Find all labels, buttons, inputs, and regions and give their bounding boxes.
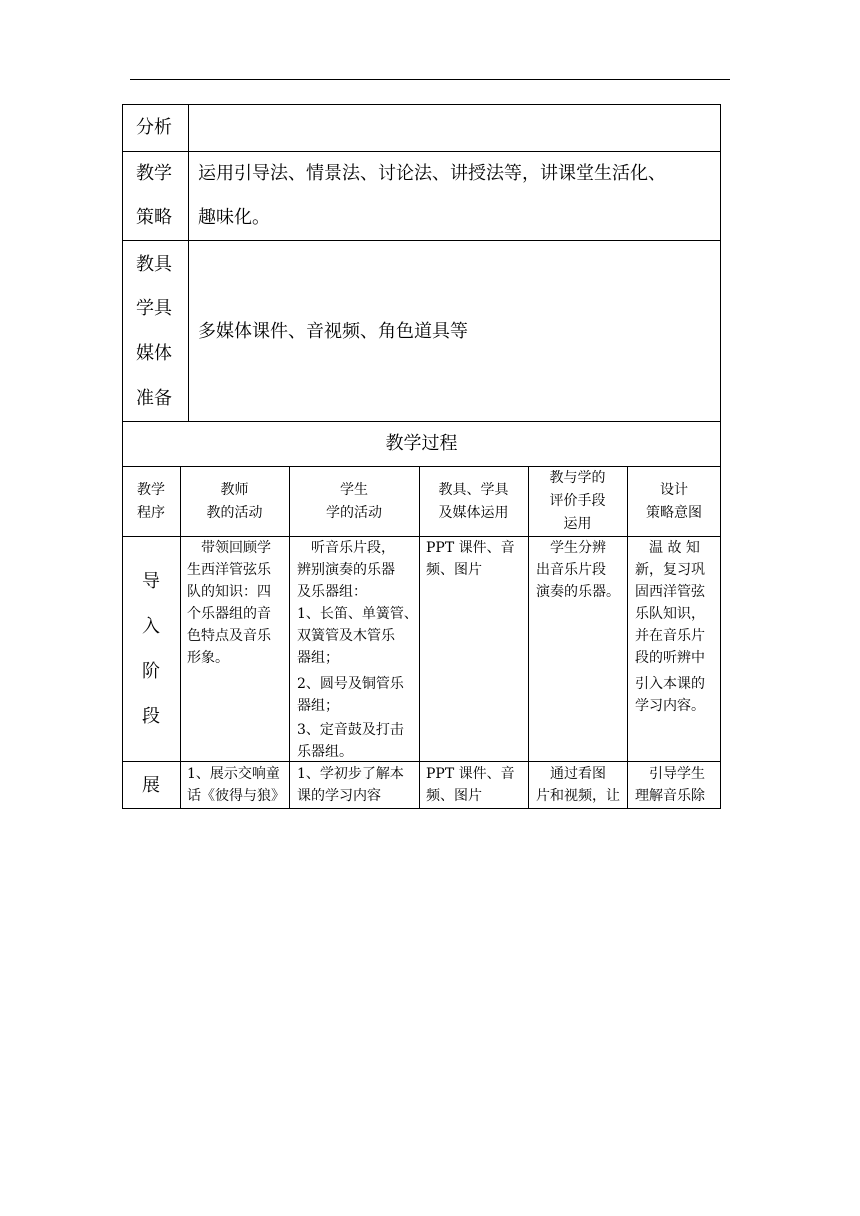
table-row: [122, 537, 721, 762]
strategy-content-line-1: 运用引导法、情景法、讨论法、讲授法等，讲课堂生活化、: [198, 163, 666, 184]
stage-name-char: 入: [142, 616, 160, 637]
header-stage-line-2: 程序: [137, 505, 165, 521]
intent-line: 段的听辨中: [635, 650, 705, 666]
media-line: PPT 课件、音: [426, 766, 515, 782]
header-student-line-2: 学的活动: [326, 505, 382, 521]
media-line: PPT 课件、音: [426, 540, 515, 556]
intent-line: 并在音乐片: [635, 628, 705, 644]
stage-name-char: 阶: [142, 661, 160, 682]
header-media-line-1: 教具、学具: [438, 482, 509, 498]
student-activity-line: 1、学初步了解本: [297, 766, 404, 782]
table-row: [122, 762, 721, 809]
header-teacher-line-1: 教师: [220, 482, 249, 498]
materials-row: [122, 241, 721, 422]
process-header-row: [122, 467, 721, 537]
materials-label-line-1: 教具: [136, 254, 172, 275]
intent-line: 学习内容。: [635, 698, 705, 714]
evaluation-line: 演奏的乐器。: [536, 584, 620, 600]
header-evaluation-line-1: 教与学的: [549, 470, 606, 486]
header-intent-line-2: 策略意图: [646, 505, 702, 521]
teacher-activity-line: 个乐器组的音: [187, 606, 271, 622]
student-activity-line: 2、圆号及铜管乐: [297, 676, 404, 692]
process-title: 教学过程: [385, 433, 458, 454]
student-activity-line: 3、定音鼓及打击: [297, 722, 404, 738]
intent-line: 理解音乐除: [635, 788, 705, 804]
intent-line: 新，复习巩: [635, 562, 705, 578]
header-media-line-2: 及媒体运用: [438, 505, 509, 521]
intent-line: 引入本课的: [635, 676, 705, 692]
header-intent-line-1: 设计: [660, 482, 688, 498]
materials-label-line-3: 媒体: [136, 343, 172, 364]
intent-line: 引导学生: [635, 766, 705, 782]
intent-line: 乐队知识，: [635, 606, 705, 622]
materials-content: 多媒体课件、音视频、角色道具等: [198, 321, 468, 342]
evaluation-line: 片和视频，让: [536, 788, 620, 804]
teacher-activity-line: 1、展示交响童: [187, 766, 280, 782]
materials-label-line-4: 准备: [136, 388, 172, 409]
evaluation-line: 学生分辨: [536, 540, 606, 556]
strategy-row: [122, 152, 721, 241]
student-activity-line: 课的学习内容: [297, 788, 381, 804]
stage-name-char: 段: [142, 706, 160, 727]
materials-label-line-2: 学具: [136, 298, 172, 319]
header-stage-line-1: 教学: [137, 482, 165, 498]
student-activity-line: 及乐器组：: [297, 584, 367, 600]
header-teacher-line-2: 教的活动: [206, 505, 263, 521]
teacher-activity-line: 色特点及音乐: [187, 628, 271, 644]
analysis-row: [122, 104, 721, 152]
teacher-activity-line: 带领回顾学: [187, 540, 271, 556]
teacher-activity-line: 形象。: [187, 650, 229, 666]
intent-line: 固西洋管弦: [635, 584, 705, 600]
header-evaluation-line-3: 运用: [563, 516, 592, 532]
student-activity-line: 双簧管及木管乐: [297, 628, 395, 644]
strategy-label-line-2: 策略: [136, 207, 172, 228]
teacher-activity-line: 队的知识：四: [187, 584, 271, 600]
process-title-row: [122, 422, 721, 467]
student-activity-line: 辨别演奏的乐器: [297, 562, 395, 578]
student-activity-line: 器组；: [297, 698, 339, 714]
student-activity-line: 器组；: [297, 650, 339, 666]
analysis-label: 分析: [136, 117, 172, 138]
student-activity-line: 1、长笛、单簧管、: [297, 606, 418, 622]
teacher-activity-line: 生西洋管弦乐: [187, 562, 271, 578]
strategy-label-line-1: 教学: [136, 163, 172, 184]
stage-name-char: 导: [142, 571, 160, 592]
evaluation-line: 出音乐片段: [536, 562, 606, 578]
student-activity-line: 听音乐片段，: [297, 540, 395, 556]
evaluation-line: 通过看图: [536, 766, 606, 782]
stage-name-char: 展: [142, 775, 160, 796]
strategy-content-line-2: 趣味化。: [198, 207, 270, 228]
student-activity-line: 乐器组。: [297, 744, 353, 760]
intent-line: 温 故 知: [635, 540, 700, 556]
teacher-activity-line: 话《彼得与狼》: [187, 788, 285, 804]
header-evaluation-line-2: 评价手段: [549, 493, 606, 509]
media-line: 频、图片: [426, 562, 482, 578]
media-line: 频、图片: [426, 788, 482, 804]
header-student-line-1: 学生: [340, 482, 368, 498]
